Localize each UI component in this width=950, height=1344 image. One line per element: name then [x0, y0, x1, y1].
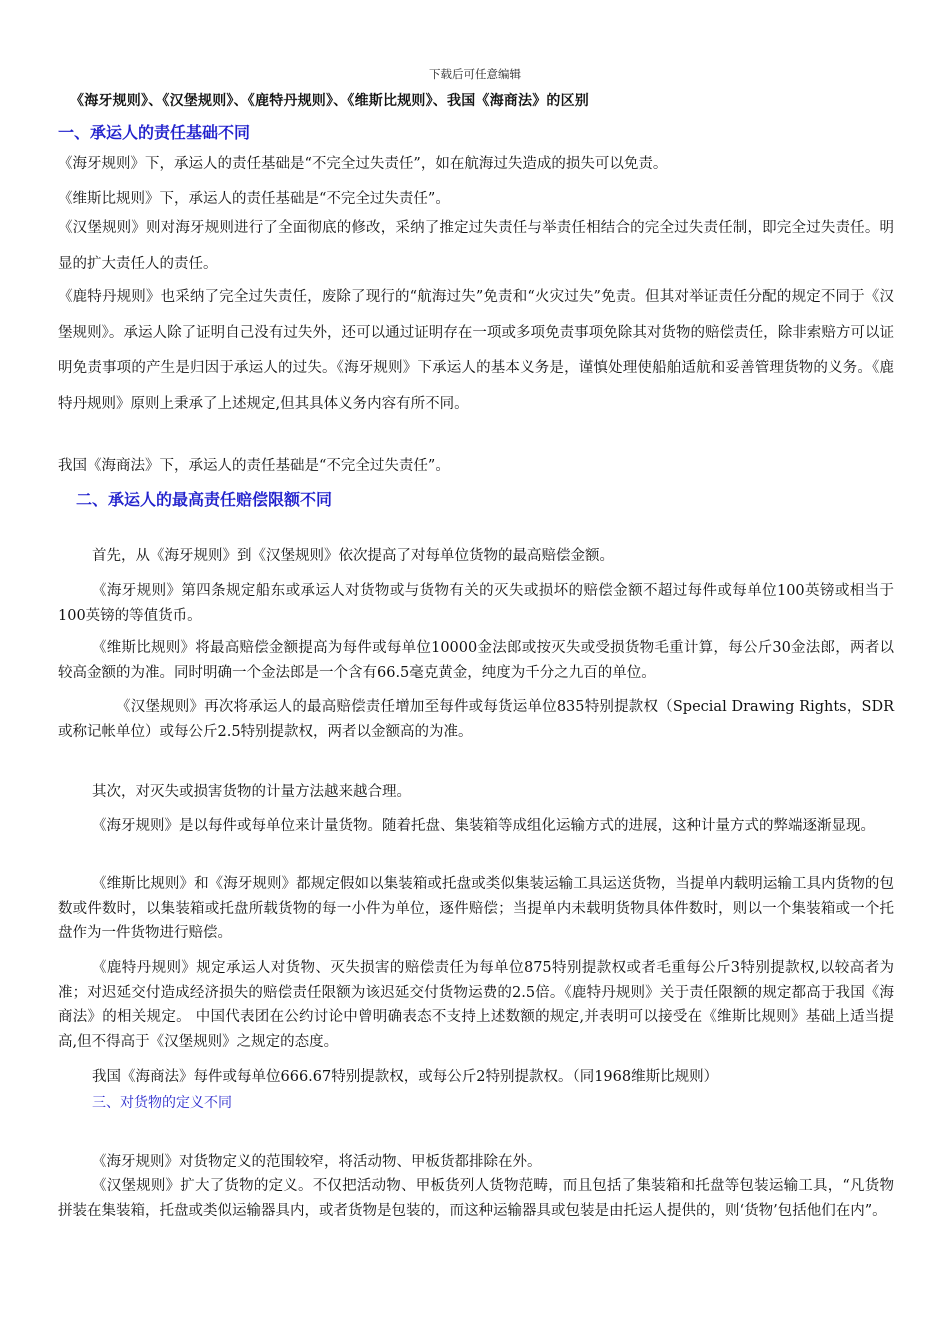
section1-paragraph-4: 《鹿特丹规则》也采纳了完全过失责任，废除了现行的“航海过失”免责和“火灾过失”免责。但其对举证责任分配的规定不同于《汉堡规则》。承运人除了证明自己没有过失外，还可以通过证明存在一项或多项免责事项免除其对货物的赔偿责任，除非索赔方可以证明免责事项的产生是归因于承运人的过失。《海牙规则》下承运人的基本义务是，谨慎处理使船舶适航和妥善管理货物的义务。《鹿特丹规则》原则上秉承了上述规定,但其具体义务内容有所不同。 — [58, 289, 894, 412]
section2-heading: 二、承运人的最高责任赔偿限额不同 — [76, 490, 333, 509]
section2-paragraph-9: 我国《海商法》每件或每单位666.67特别提款权，或每公斤2特别提款权。（同1968维斯比规则） — [92, 1069, 719, 1085]
section2-paragraph-5: 其次，对灭失或损害货物的计量方法越来越合理。 — [92, 784, 411, 800]
section1-heading: 一、承运人的责任基础不同 — [58, 123, 251, 142]
section1-paragraph-5: 我国《海商法》下，承运人的责任基础是“不完全过失责任”。 — [58, 458, 450, 474]
section2-paragraph-8: 《鹿特丹规则》规定承运人对货物、灭失损害的赔偿责任为每单位875特别提款权或者毛重每公斤3特别提款权,以较高者为准；对迟延交付造成经济损失的赔偿责任限额为该迟延交付货物运费的2.5倍。《鹿特丹规则》关于责任限额的规定都高于我国《海商法》的相关规定。 中国代表团在公约讨论中曾明确表态不支持上述数额的规定,并表明可以接受在《维斯比规则》基础上适当提高,但不得高于《汉堡规则》之规定的态度。 — [58, 960, 894, 1050]
section2-paragraph-6: 《海牙规则》是以每件或每单位来计量货物。随着托盘、集装箱等成组化运输方式的进展，这种计量方式的弊端逐渐显现。 — [92, 818, 875, 834]
section1-paragraph-1: 《海牙规则》下，承运人的责任基础是“不完全过失责任”，如在航海过失造成的损失可以免责。 — [58, 156, 668, 172]
section3-paragraph-2: 《汉堡规则》扩大了货物的定义。不仅把活动物、甲板货列人货物范畴，而且包括了集装箱和托盘等包装运输工具，“凡货物拼装在集装箱，托盘或类似运输器具内，或者货物是包装的，而这种运输器具或包装是由托运人提供的，则‘货物’包括他们在内”。 — [58, 1178, 894, 1219]
section2-paragraph-7: 《维斯比规则》和《海牙规则》都规定假如以集装箱或托盘或类似集装运输工具运送货物，当提单内载明运输工具内货物的包数或件数时，以集装箱或托盘所载货物的每一小件为单位，逐件赔偿；当提单内未载明货物具体件数时，则以一个集装箱或一个托盘作为一件货物进行赔偿。 — [58, 876, 894, 941]
section2-paragraph-3: 《维斯比规则》将最高赔偿金额提高为每件或每单位10000金法郎或按灭失或受损货物毛重计算，每公斤30金法郎，两者以较高金额的为准。同时明确一个金法郎是一个含有66.5毫克黄金，纯度为千分之九百的单位。 — [58, 640, 894, 681]
section2-paragraph-1: 首先，从《海牙规则》到《汉堡规则》依次提高了对每单位货物的最高赔偿金额。 — [92, 548, 614, 564]
section2-paragraph-2: 《海牙规则》第四条规定船东或承运人对货物或与货物有关的灭失或损坏的赔偿金额不超过每件或每单位100英镑或相当于100英镑的等值货币。 — [58, 583, 894, 624]
section1-paragraph-2: 《维斯比规则》下，承运人的责任基础是“不完全过失责任”。 — [58, 191, 450, 207]
section2-paragraph-4: 《汉堡规则》再次将承运人的最高赔偿责任增加至每件或每货运单位835特别提款权（Special Drawing Rights，SDR或称记帐单位）或每公斤2.5特别提款权，两者以金额高的为准。 — [58, 699, 894, 740]
section1-paragraph-3: 《汉堡规则》则对海牙规则进行了全面彻底的修改，采纳了推定过失责任与举责任相结合的完全过失责任制，即完全过失责任。明显的扩大责任人的责任。 — [58, 220, 894, 272]
document-title: 《海牙规则》、《汉堡规则》、《鹿特丹规则》、《维斯比规则》、我国《海商法》的区别 — [70, 93, 589, 109]
section3-heading: 三、对货物的定义不同 — [92, 1095, 232, 1111]
section3-paragraph-1: 《海牙规则》对货物定义的范围较窄，将活动物、甲板货都排除在外。 — [92, 1154, 542, 1170]
header-note: 下载后可任意编辑 — [429, 67, 521, 81]
